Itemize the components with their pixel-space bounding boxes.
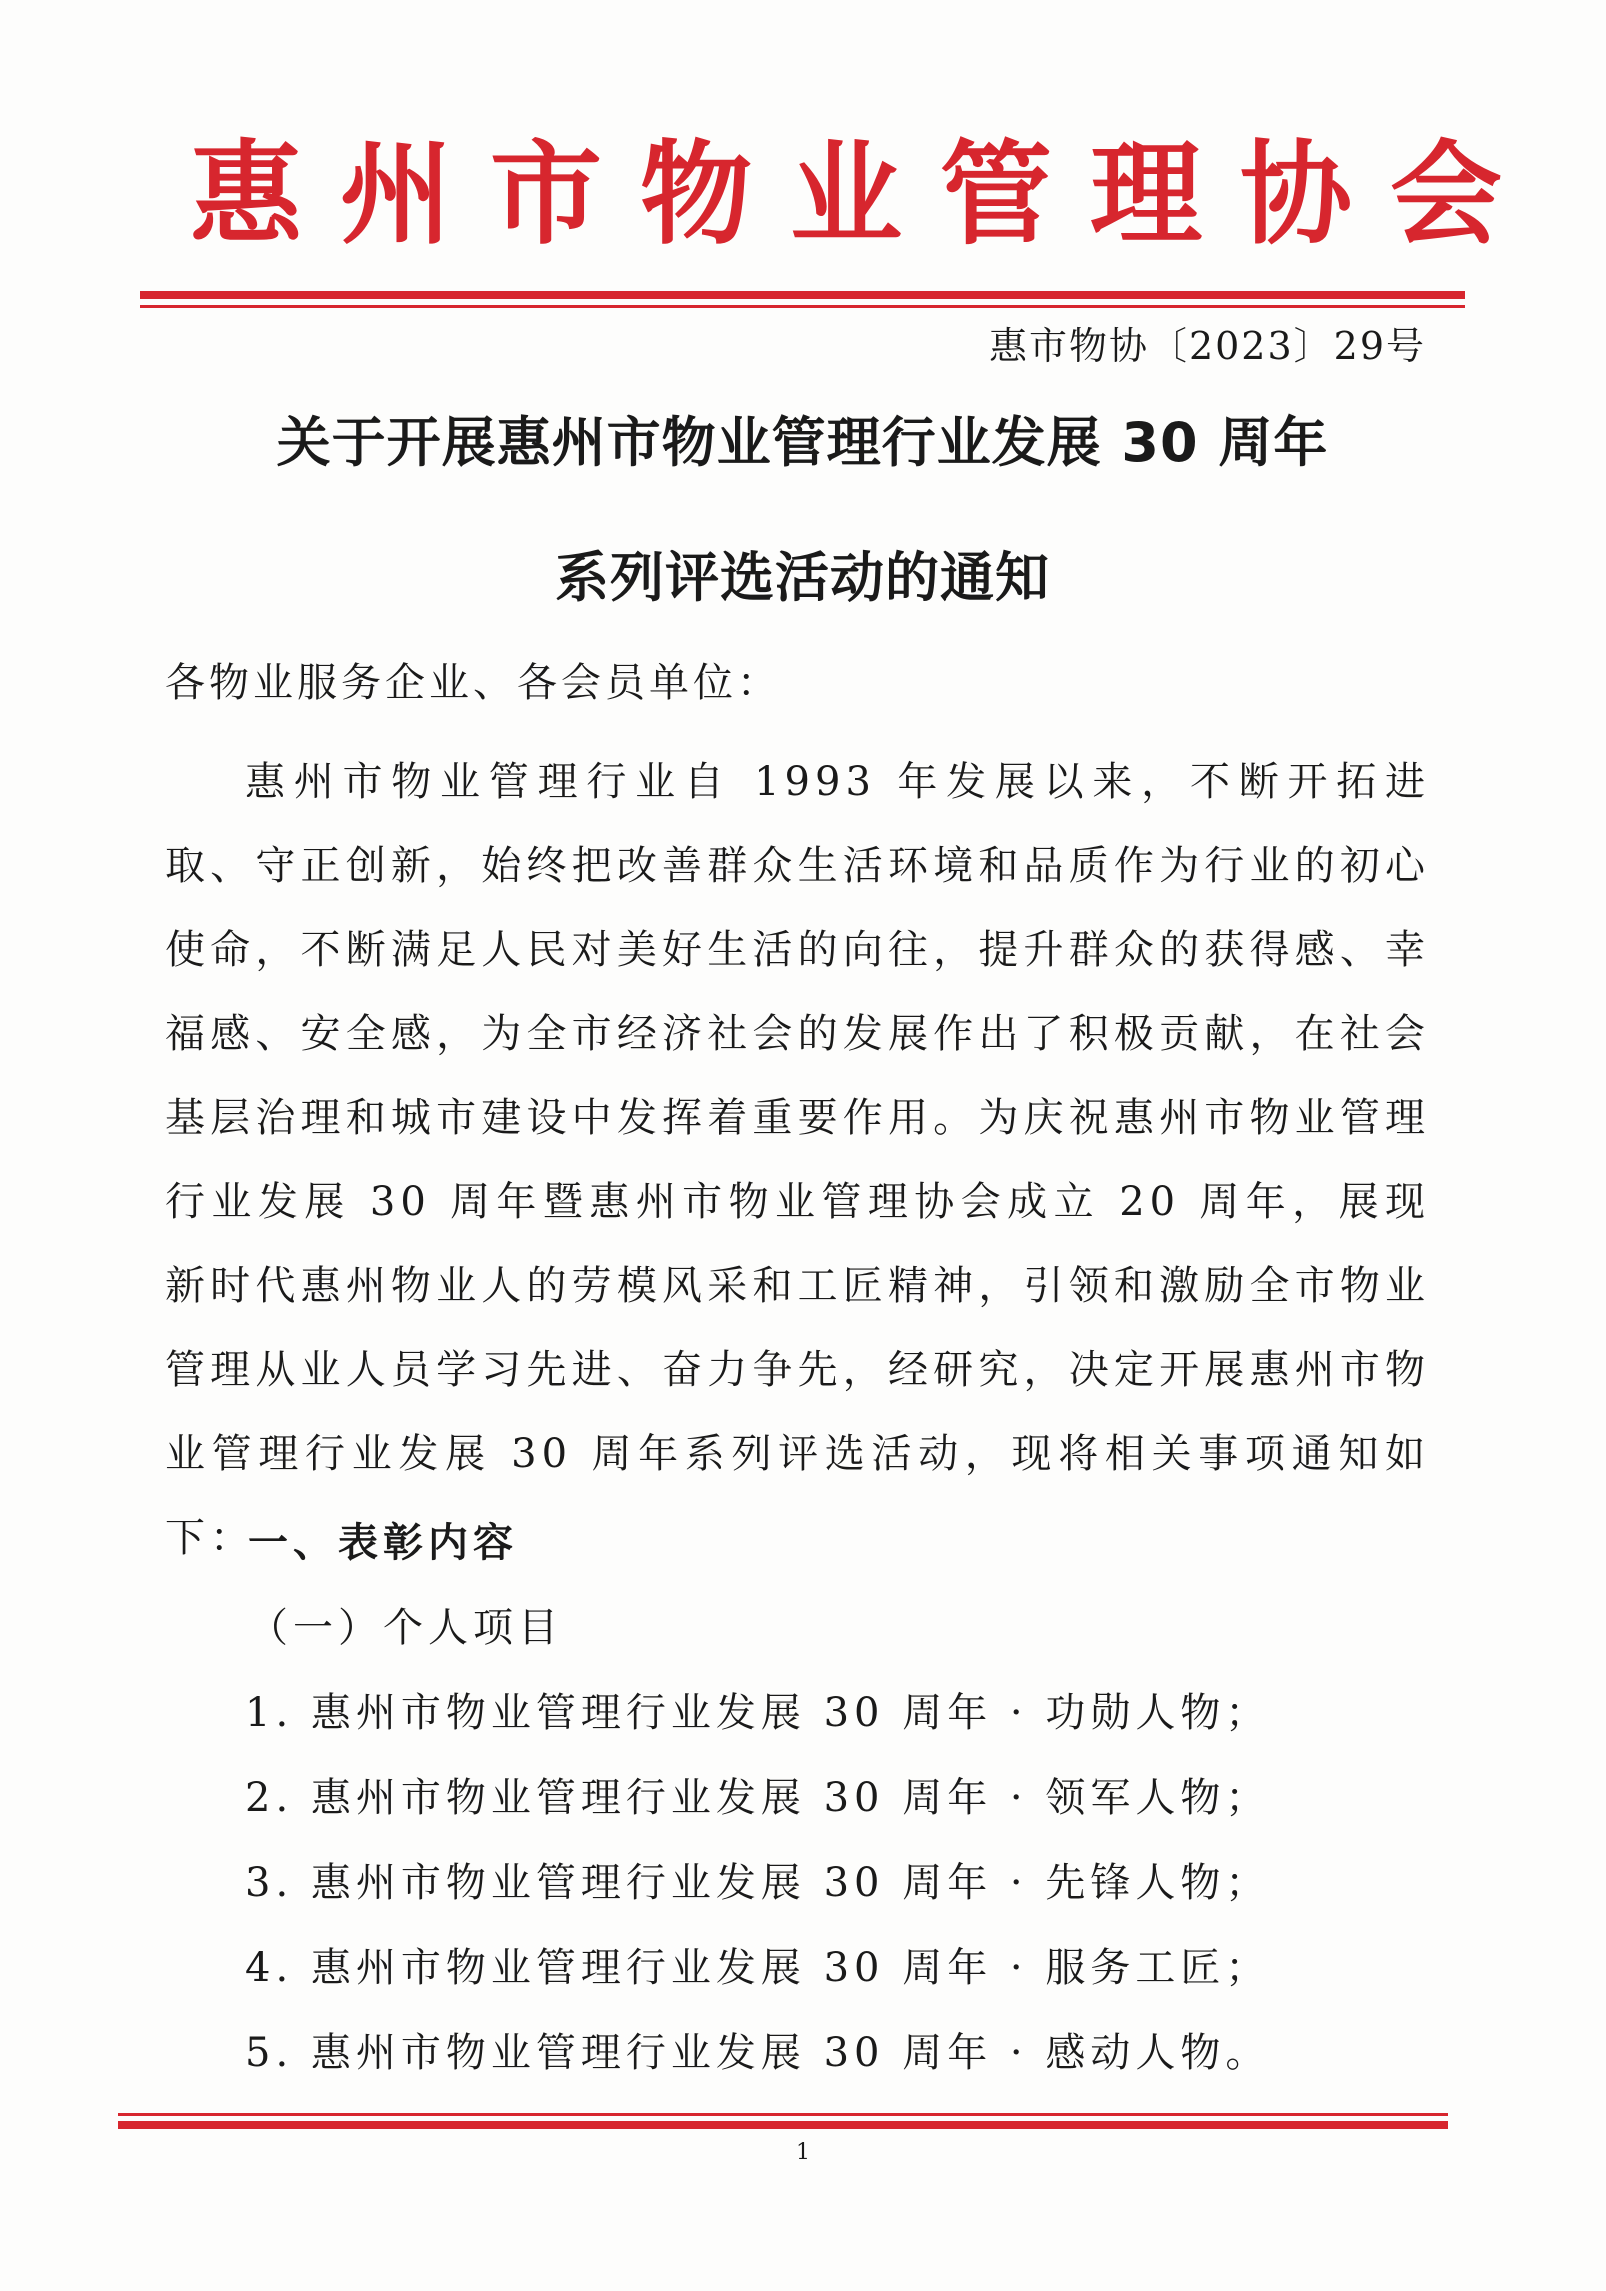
list-item: 5. 惠州市物业管理行业发展 30 周年 · 感动人物。 bbox=[245, 2030, 1271, 2076]
org-name-header: 惠州市物业管理协会 bbox=[190, 130, 1540, 260]
document-number: 惠市物协〔2023〕29号 bbox=[988, 324, 1426, 368]
notice-title-line-2: 系列评选活动的通知 bbox=[555, 546, 1050, 609]
list-item: 4. 惠州市物业管理行业发展 30 周年 · 服务工匠； bbox=[245, 1945, 1271, 1991]
list-item: 3. 惠州市物业管理行业发展 30 周年 · 先锋人物； bbox=[245, 1860, 1271, 1906]
salutation: 各物业服务企业、各会员单位： bbox=[165, 660, 781, 706]
notice-title-line-1: 关于开展惠州市物业管理行业发展 30 周年 bbox=[276, 411, 1329, 474]
header-red-rule-thick bbox=[140, 291, 1465, 299]
header-red-rule-thin bbox=[140, 305, 1465, 308]
footer-red-rule-thick bbox=[118, 2121, 1448, 2129]
list-item: 2. 惠州市物业管理行业发展 30 周年 · 领军人物； bbox=[245, 1775, 1271, 1821]
subsection-heading: （一）个人项目 bbox=[248, 1605, 563, 1651]
page-number: 1 bbox=[796, 2140, 810, 2165]
footer-red-rule-thin bbox=[118, 2113, 1448, 2116]
list-item: 1. 惠州市物业管理行业发展 30 周年 · 功勋人物； bbox=[245, 1690, 1271, 1736]
body-paragraph: 惠州市物业管理行业自 1993 年发展以来，不断开拓进取、守正创新，始终把改善群众生活环境和品质作为行业的初心使命，不断满足人民对美好生活的向往，提升群众的获得感、幸福感、安全感，为全市经济社会的发展作出了积极贡献，在社会基层治理和城市建设中发挥着重要作用。为庆祝惠州市物业管理行业发展 30 周年暨惠州市物业管理协会成立 20 周年，展现新时代惠州物业人的劳模风采和工匠精神，引领和激励全市物业管理从业人员学习先进、奋力争先，经研究，决定开展惠州市物业管理行业发展 30 周年系列评选活动，现将相关事项通知如下： bbox=[165, 759, 1430, 1561]
section-heading: 一、表彰内容 bbox=[248, 1519, 518, 1566]
